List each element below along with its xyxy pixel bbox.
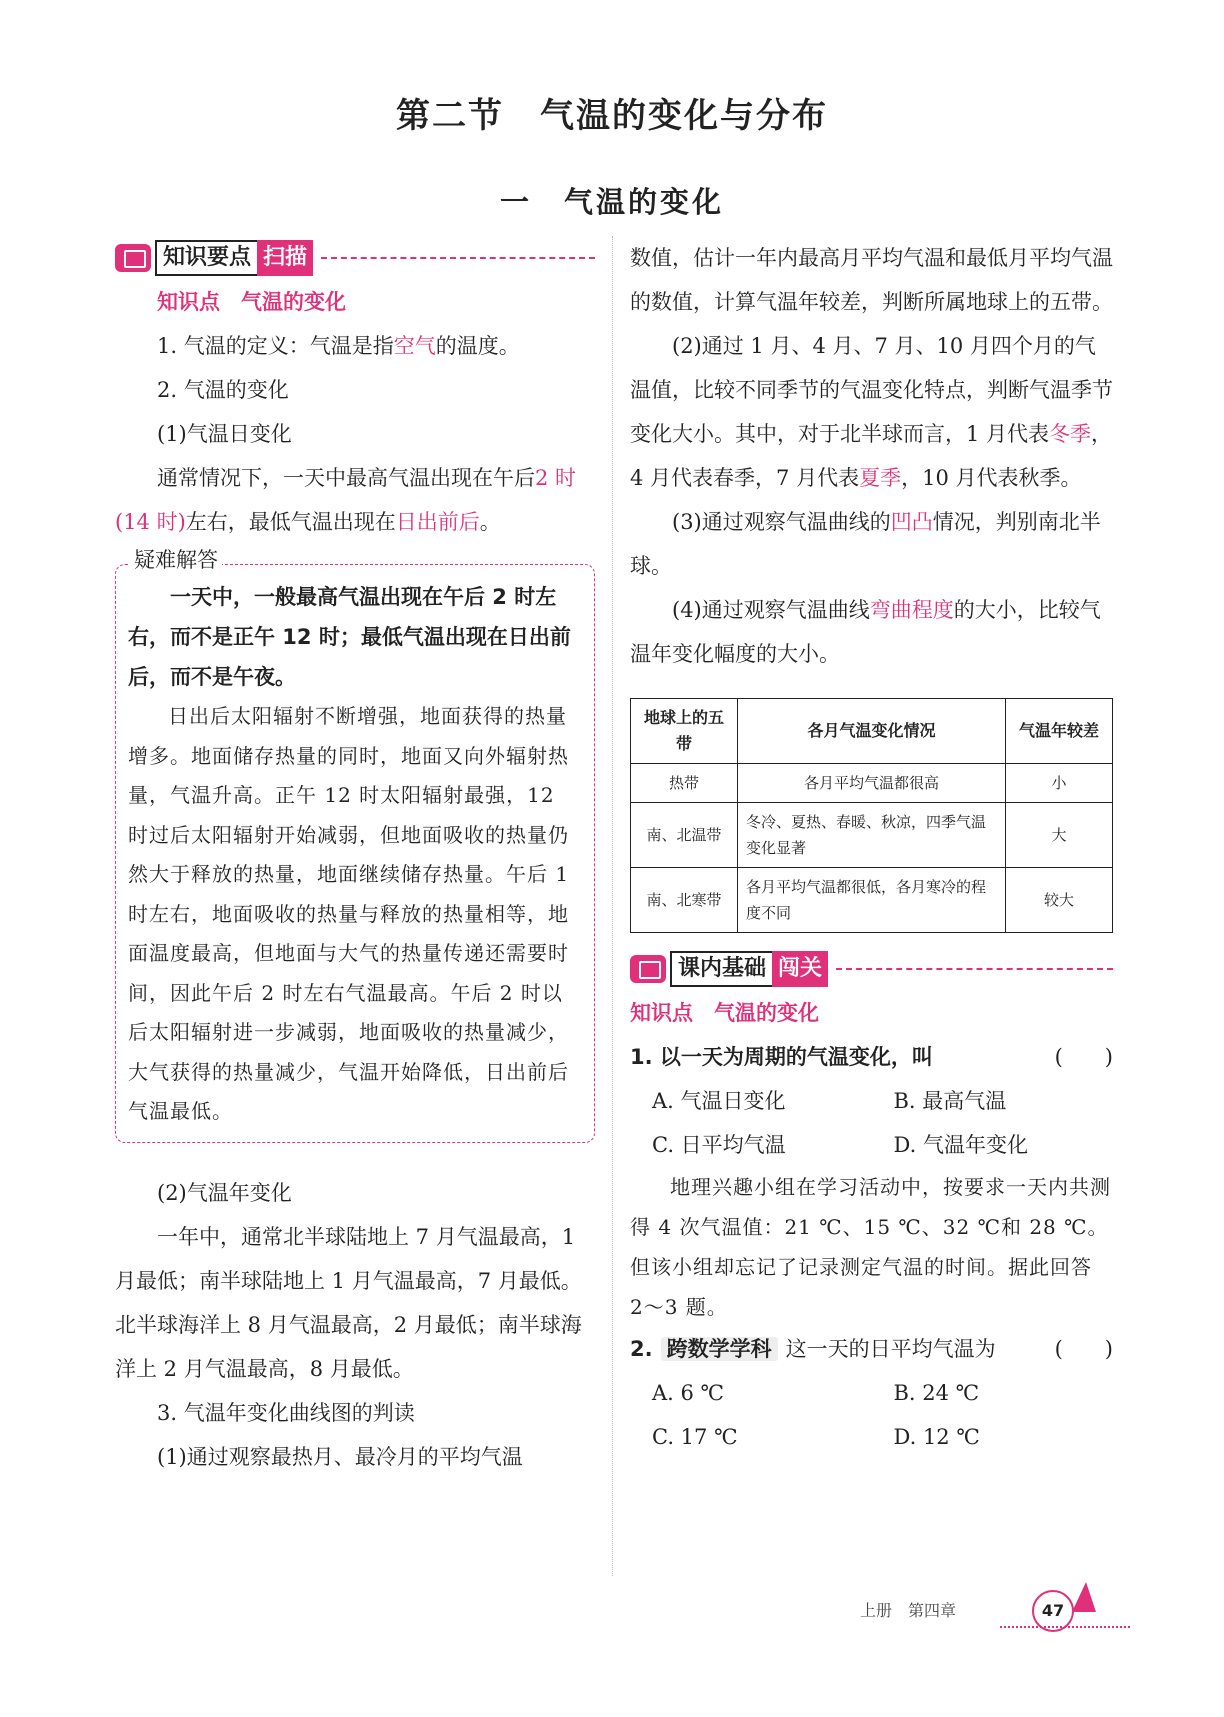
paragraph: 数值，估计一年内最高月平均气温和最低月平均气温的数值，计算气温年较差，判断所属地球上的五带。 bbox=[630, 246, 1113, 314]
sailboat-icon bbox=[1072, 1582, 1096, 1612]
answer-text: 凹凸 bbox=[890, 510, 933, 534]
cross-subject-badge: 跨数学学科 bbox=[661, 1337, 778, 1361]
option: B. 最高气温 bbox=[893, 1089, 1007, 1113]
option: D. 气温年变化 bbox=[893, 1133, 1028, 1157]
qa-key-point: 一天中，一般最高气温出现在午后 2 时左右，而不是正午 12 时；最低气温出现在日出前后，而不是午夜。 bbox=[128, 585, 571, 689]
table-cell: 南、北寒带 bbox=[631, 868, 738, 933]
paragraph: 3. 气温年变化曲线图的判读 bbox=[157, 1400, 415, 1425]
wave-decoration bbox=[1000, 1620, 1130, 1628]
option: C. 日平均气温 bbox=[652, 1133, 786, 1157]
answer-text: 空气 bbox=[393, 334, 436, 358]
book-icon bbox=[115, 244, 151, 272]
paragraph bbox=[630, 324, 1113, 500]
qa-tag: 疑难解答 bbox=[130, 545, 222, 575]
question-1-options bbox=[630, 1079, 1113, 1167]
table-cell: 各月平均气温都很低，各月寒冷的程度不同 bbox=[738, 868, 1006, 933]
text: (4)通过观察气温曲线 bbox=[672, 598, 870, 622]
table-cell: 热带 bbox=[631, 764, 738, 803]
option: C. 17 ℃ bbox=[652, 1425, 738, 1449]
text: 。 bbox=[479, 510, 501, 534]
answer-paren: ( ) bbox=[1054, 1337, 1113, 1361]
paragraph bbox=[630, 500, 1113, 588]
five-zones-table bbox=[630, 698, 1113, 933]
table-header-row bbox=[631, 699, 1113, 764]
table-row bbox=[631, 803, 1113, 868]
qa-explanation: 日出后太阳辐射不断增强，地面获得的热量增多。地面储存热量的同时，地面又向外辐射热量，气温升高。正午 12 时太阳辐射最强，12 时过后太阳辐射开始减弱，但地面吸收的热量仍然大于释放的热量，地面继续储存热量。午后 1 时左右，地面吸收的热量与释放的热量相等，地面温度最高，但地面与大气的热量传递还需要时间，因此午后 2 时左右气温最高。午后 2 时以后太阳辐射进一步减弱，地面吸收的热量减少，大气获得的热量减少，气温开始降低，日出前后气温最低。 bbox=[128, 704, 570, 1123]
option: A. 气温日变化 bbox=[652, 1089, 786, 1113]
answer-text: 2 时(14 时) bbox=[115, 466, 577, 534]
answer-text: 夏季 bbox=[859, 466, 902, 490]
divider bbox=[321, 257, 595, 259]
text: 1. 气温的定义：气温是指 bbox=[157, 334, 394, 358]
table-cell: 大 bbox=[1006, 803, 1113, 868]
question-2-options bbox=[630, 1371, 1113, 1459]
table-cell: 南、北温带 bbox=[631, 803, 738, 868]
paragraph bbox=[115, 456, 595, 544]
answer-text: 冬季 bbox=[1049, 422, 1092, 446]
classroom-basics-bar bbox=[630, 947, 1113, 991]
divider bbox=[836, 968, 1113, 970]
table-row bbox=[631, 868, 1113, 933]
column-divider bbox=[612, 236, 613, 1576]
knowledge-point-label: 知识点 气温的变化 bbox=[157, 290, 346, 314]
text: 通常情况下，一天中最高气温出现在午后 bbox=[157, 466, 535, 490]
bar-label-highlight: 扫描 bbox=[257, 240, 313, 276]
answer-text: 日出前后 bbox=[395, 510, 480, 534]
book-icon bbox=[630, 955, 666, 983]
text: (3)通过观察气温曲线的 bbox=[672, 510, 891, 534]
text: 情况，判别南北半球。 bbox=[630, 510, 1101, 578]
paragraph: (1)通过观察最热月、最冷月的平均气温 bbox=[157, 1444, 523, 1469]
paragraph: (2)气温年变化 bbox=[157, 1180, 292, 1205]
table-cell: 较大 bbox=[1006, 868, 1113, 933]
bar-label: 知识要点 bbox=[155, 240, 257, 276]
table-header: 气温年较差 bbox=[1006, 699, 1113, 764]
question-2 bbox=[630, 1327, 1113, 1371]
paragraph: 2. 气温的变化 bbox=[157, 378, 289, 402]
question-text: 这一天的日平均气温为 bbox=[785, 1337, 996, 1361]
bar-label-highlight: 闯关 bbox=[772, 951, 828, 987]
paragraph bbox=[630, 588, 1113, 676]
text: 的温度。 bbox=[435, 334, 520, 358]
text: ，4 月代表春季，7 月代表 bbox=[630, 422, 1113, 490]
answer-text: 弯曲程度 bbox=[869, 598, 954, 622]
text: 的大小，比较气温年变化幅度的大小。 bbox=[630, 598, 1101, 666]
table-header: 地球上的五带 bbox=[631, 699, 738, 764]
knowledge-scan-bar bbox=[115, 236, 595, 280]
question-text: 1. 以一天为周期的气温变化，叫 bbox=[630, 1045, 933, 1069]
question-number: 2. bbox=[630, 1337, 653, 1361]
page-number: 47 bbox=[1032, 1590, 1074, 1632]
text: (2)通过 1 月、4 月、7 月、10 月四个月的气温值，比较不同季节的气温变化特点，判断气温季节变化大小。其中，对于北半球而言，1 月代表 bbox=[630, 334, 1113, 446]
answer-paren: ( ) bbox=[1054, 1045, 1113, 1069]
option: B. 24 ℃ bbox=[893, 1381, 980, 1405]
right-column bbox=[630, 236, 1113, 1459]
table-cell: 冬冷、夏热、春暖、秋凉，四季气温变化显著 bbox=[738, 803, 1006, 868]
page-title: 第二节 气温的变化与分布 bbox=[396, 96, 828, 136]
question-1 bbox=[630, 1035, 1113, 1079]
qa-box bbox=[115, 548, 595, 1143]
table-row bbox=[631, 764, 1113, 803]
footer-chapter: 上册 第四章 bbox=[860, 1601, 957, 1620]
table-cell: 各月平均气温都很高 bbox=[738, 764, 1006, 803]
paragraph: 一年中，通常北半球陆地上 7 月气温最高，1 月最低；南半球陆地上 1 月气温最高，7 月最低。北半球海洋上 8 月气温最高，2 月最低；南半球海洋上 2 月气温最高，8 月最低。 bbox=[115, 1224, 582, 1381]
table-cell: 小 bbox=[1006, 764, 1113, 803]
paragraph bbox=[115, 324, 595, 368]
bar-label: 课内基础 bbox=[670, 951, 772, 987]
paragraph: (1)气温日变化 bbox=[157, 422, 292, 446]
section-subtitle: 一 气温的变化 bbox=[499, 185, 724, 219]
table-header: 各月气温变化情况 bbox=[738, 699, 1006, 764]
question-stem: 地理兴趣小组在学习活动中，按要求一天内共测得 4 次气温值：21 ℃、15 ℃、32 ℃和 28 ℃。但该小组却忘记了记录测定气温的时间。据此回答 2～3 题。 bbox=[630, 1175, 1111, 1319]
option: A. 6 ℃ bbox=[652, 1381, 725, 1405]
knowledge-point-label: 知识点 气温的变化 bbox=[630, 1001, 819, 1025]
text: 左右，最低气温出现在 bbox=[185, 510, 396, 534]
option: D. 12 ℃ bbox=[893, 1425, 980, 1449]
left-column bbox=[115, 236, 595, 1479]
text: ，10 月代表秋季。 bbox=[901, 466, 1082, 490]
